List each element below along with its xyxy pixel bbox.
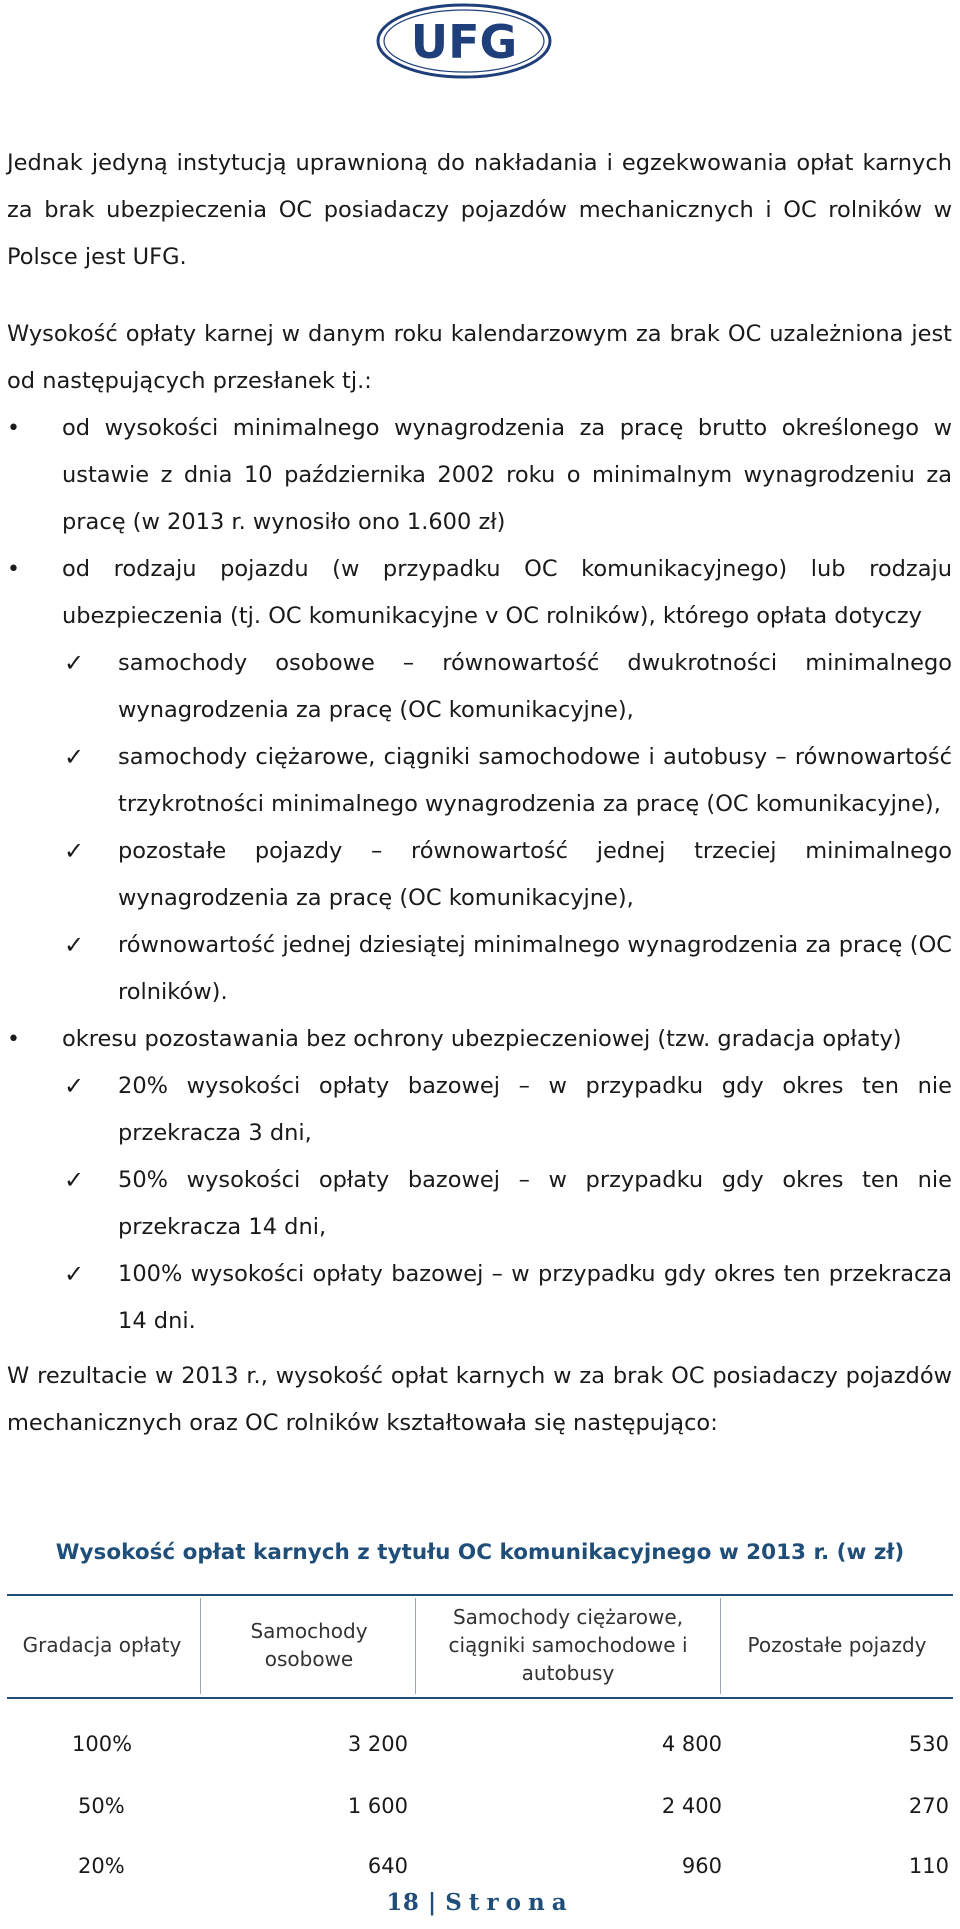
table-cell: 530 bbox=[908, 1732, 949, 1756]
table-cell: 20% bbox=[78, 1854, 125, 1878]
list-item-text: od rodzaju pojazdu (w przypadku OC komunikacyjnego) lub rodzaju ubezpieczenia (tj. OC komunikacyjne v OC rolników), którego opłata dotyczy bbox=[62, 556, 952, 629]
bullet-icon: • bbox=[7, 416, 20, 441]
table-cell: 270 bbox=[908, 1794, 949, 1818]
sub-list-item-text: pozostałe pojazdy – równowartość jednej trzeciej minimalnego wynagrodzenia za pracę (OC komunikacyjne), bbox=[118, 838, 952, 911]
table-cell: 960 bbox=[681, 1854, 722, 1878]
table-title: Wysokość opłat karnych z tytułu OC komunikacyjnego w 2013 r. (w zł) bbox=[55, 1540, 905, 1565]
checkmark-icon: ✓ bbox=[64, 743, 85, 771]
table-header-cell: Gradacja opłaty bbox=[22, 1633, 182, 1657]
footer-label: Strona bbox=[445, 1889, 574, 1916]
list-item-text: okresu pozostawania bez ochrony ubezpieczeniowej (tzw. gradacja opłaty) bbox=[62, 1026, 902, 1052]
bullet-icon: • bbox=[7, 557, 20, 582]
sub-list-item bbox=[7, 1063, 952, 1157]
checkmark-icon: ✓ bbox=[64, 1072, 85, 1100]
table-header-cell: Pozostałe pojazdy bbox=[747, 1633, 927, 1657]
checkmark-icon: ✓ bbox=[64, 1260, 85, 1288]
sub-list-item-text: 50% wysokości opłaty bazowej – w przypadku gdy okres ten nie przekracza 14 dni, bbox=[118, 1167, 952, 1240]
paragraph-result: W rezultacie w 2013 r., wysokość opłat karnych w za brak OC posiadaczy pojazdów mechanicznych oraz OC rolników kształtowała się następująco: bbox=[7, 1363, 952, 1436]
sub-list-item bbox=[7, 1157, 952, 1251]
page-number: 18 bbox=[386, 1889, 420, 1916]
paragraph-conditions: Wysokość opłaty karnej w danym roku kalendarzowym za brak OC uzależniona jest od następujących przesłanek tj.: bbox=[7, 321, 952, 394]
table-cell: 50% bbox=[78, 1794, 125, 1818]
sub-list-item-text: 100% wysokości opłaty bazowej – w przypadku gdy okres ten przekracza 14 dni. bbox=[118, 1261, 952, 1334]
sub-list-item-text: równowartość jednej dziesiątej minimalnego wynagrodzenia za pracę (OC rolników). bbox=[118, 932, 952, 1005]
sub-list-item-text: 20% wysokości opłaty bazowej – w przypadku gdy okres ten nie przekracza 3 dni, bbox=[118, 1073, 952, 1146]
table-cell: 640 bbox=[367, 1854, 408, 1878]
sub-list-item bbox=[7, 640, 952, 734]
table-column-divider bbox=[415, 1598, 416, 1694]
checkmark-icon: ✓ bbox=[64, 837, 85, 865]
table-column-divider bbox=[720, 1598, 721, 1694]
sub-list-item-text: samochody ciężarowe, ciągniki samochodowe i autobusy – równowartość trzykrotności minimalnego wynagrodzenia za pracę (OC komunikacyjne), bbox=[118, 744, 952, 817]
ufg-logo bbox=[375, 2, 553, 80]
table-column-divider bbox=[200, 1598, 201, 1694]
table-cell: 4 800 bbox=[661, 1732, 722, 1756]
table-header-rule bbox=[7, 1697, 953, 1699]
footer-separator: | bbox=[427, 1889, 437, 1916]
logo-text: UFG bbox=[410, 15, 518, 69]
table-cell: 3 200 bbox=[347, 1732, 408, 1756]
paragraph-intro: Jednak jedyną instytucją uprawnioną do nakładania i egzekwowania opłat karnych za brak ubezpieczenia OC posiadaczy pojazdów mechanicznych i OC rolników w Polsce jest UFG. bbox=[7, 150, 952, 270]
table-cell: 110 bbox=[908, 1854, 949, 1878]
table-cell: 2 400 bbox=[661, 1794, 722, 1818]
checkmark-icon: ✓ bbox=[64, 649, 85, 677]
sub-list-item bbox=[7, 922, 952, 1016]
table-cell: 1 600 bbox=[347, 1794, 408, 1818]
list-item bbox=[7, 1016, 952, 1063]
document-body bbox=[7, 140, 952, 1447]
sub-list-item bbox=[7, 734, 952, 828]
list-item bbox=[7, 546, 952, 640]
sub-list-item bbox=[7, 828, 952, 922]
table-cell: 100% bbox=[72, 1732, 133, 1756]
page-footer bbox=[0, 1889, 960, 1916]
bullet-icon: • bbox=[7, 1027, 20, 1052]
table-header-cell: Samochody osobowe bbox=[250, 1619, 368, 1671]
list-item-text: od wysokości minimalnego wynagrodzenia za pracę brutto określonego w ustawie z dnia 10 października 2002 roku o minimalnym wynagrodzeniu za pracę (w 2013 r. wynosiło ono 1.600 zł) bbox=[62, 415, 952, 535]
table-header-cell: Samochody ciężarowe, ciągniki samochodowe i autobusy bbox=[448, 1605, 688, 1685]
sub-list-item bbox=[7, 1251, 952, 1345]
list-item bbox=[7, 405, 952, 546]
sub-list-item-text: samochody osobowe – równowartość dwukrotności minimalnego wynagrodzenia za pracę (OC komunikacyjne), bbox=[118, 650, 952, 723]
checkmark-icon: ✓ bbox=[64, 1166, 85, 1194]
checkmark-icon: ✓ bbox=[64, 931, 85, 959]
